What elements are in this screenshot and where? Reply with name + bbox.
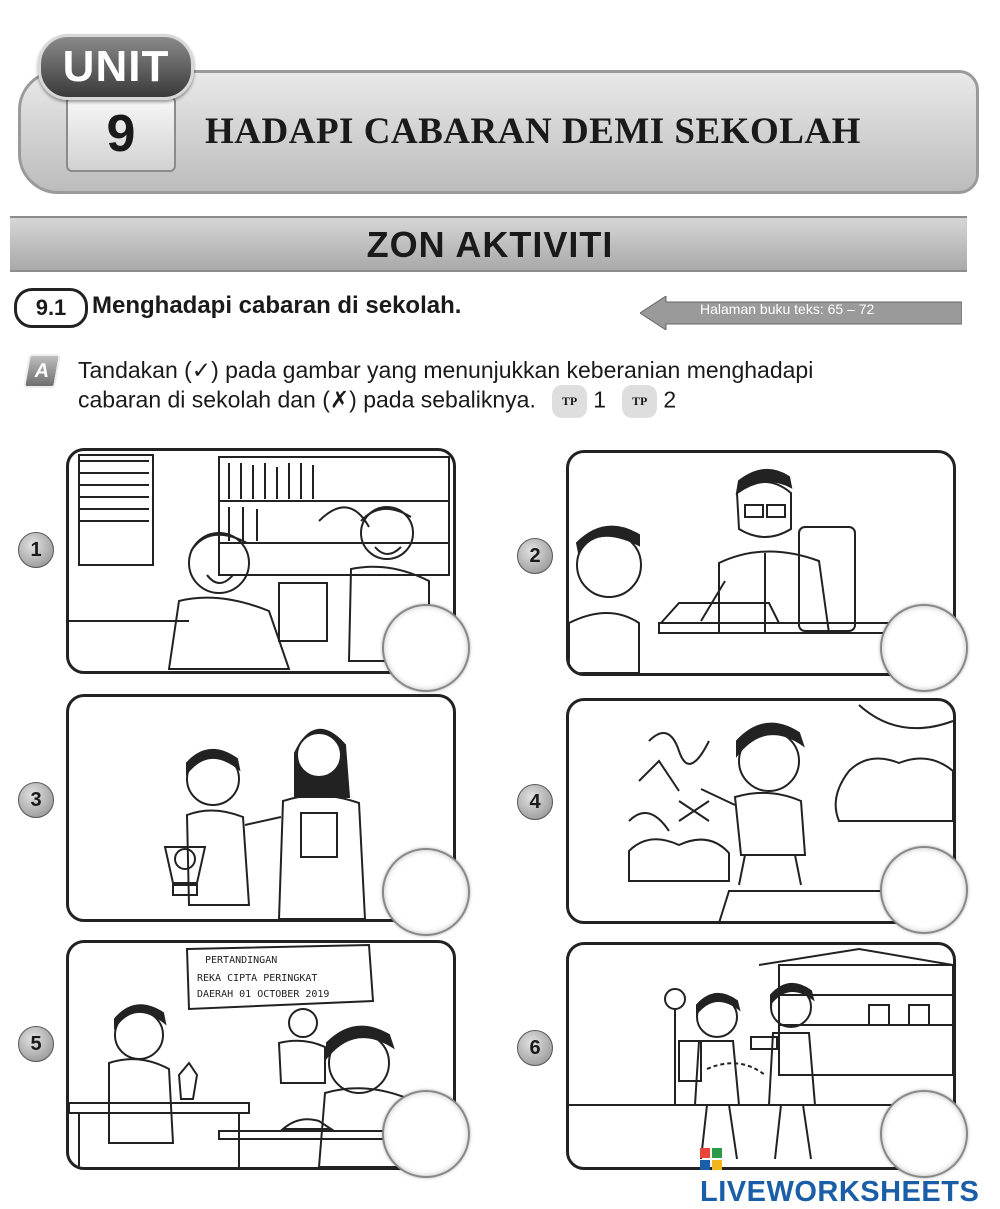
lamp xyxy=(665,989,685,1009)
student xyxy=(569,527,641,673)
boy-on-table xyxy=(701,724,805,885)
laughing-student-left xyxy=(169,533,289,669)
instruction xyxy=(78,356,958,418)
banner-line-1: PERTANDINGAN xyxy=(205,955,278,966)
picture-number: 4 xyxy=(517,784,553,820)
answer-circle-4[interactable] xyxy=(880,846,968,934)
desk-left xyxy=(69,1103,249,1113)
banner-line-3: DAERAH 01 OCTOBER 2019 xyxy=(197,989,330,1000)
instruction-line-2-text: cabaran di sekolah dan (✗) pada sebaliknya. xyxy=(78,386,536,413)
page-reference: Halaman buku teks: 65 – 72 xyxy=(700,301,875,317)
student-with-backpack xyxy=(679,994,739,1159)
banner-line-2: REKA CIPTA PERINGKAT xyxy=(197,973,318,984)
picture-number: 3 xyxy=(18,782,54,818)
teacher xyxy=(245,730,365,919)
book xyxy=(279,583,327,641)
student-with-trophy xyxy=(165,750,249,905)
toy-car xyxy=(283,1119,331,1129)
window-blinds xyxy=(79,455,153,565)
activity-label: A xyxy=(23,354,61,388)
picture-number: 6 xyxy=(517,1030,553,1066)
answer-circle-3[interactable] xyxy=(382,848,470,936)
unit-number: 9 xyxy=(66,96,176,172)
trophy xyxy=(165,847,205,883)
watermark xyxy=(700,1143,1000,1209)
liveworksheets-logo-icon xyxy=(700,1148,724,1172)
model-project xyxy=(179,1063,197,1099)
zone-title: ZON AKTIVITI xyxy=(366,224,614,265)
instruction-line-2 xyxy=(78,385,958,418)
scribbles xyxy=(629,733,709,831)
clipboard xyxy=(301,813,337,857)
watermark-text: LIVEWORKSHEETS xyxy=(700,1176,980,1208)
section-title: Menghadapi cabaran di sekolah. xyxy=(92,292,462,319)
answer-circle-1[interactable] xyxy=(382,604,470,692)
tp-value-2: 2 xyxy=(663,386,677,413)
picture-number: 5 xyxy=(18,1026,54,1062)
student-with-tray xyxy=(751,984,815,1159)
bookshelf xyxy=(219,457,449,575)
unit-title: HADAPI CABARAN DEMI SEKOLAH xyxy=(205,111,861,152)
banner xyxy=(187,945,373,1009)
picture-number: 2 xyxy=(517,538,553,574)
picture-number: 1 xyxy=(18,532,54,568)
answer-circle-2[interactable] xyxy=(880,604,968,692)
section-number: 9.1 xyxy=(14,288,88,328)
student-middle xyxy=(279,1009,325,1083)
unit-label: UNIT xyxy=(38,34,194,100)
tp-value-1: 1 xyxy=(593,386,606,413)
school-building xyxy=(759,949,953,1075)
instruction-line-1: Tandakan (✓) pada gambar yang menunjukkan keberanian menghadapi xyxy=(78,357,814,383)
teacher xyxy=(701,470,829,633)
student-left xyxy=(109,1005,173,1143)
answer-circle-5[interactable] xyxy=(382,1090,470,1178)
tp-badge: TP xyxy=(622,385,657,418)
tp-badge: TP xyxy=(552,385,587,418)
